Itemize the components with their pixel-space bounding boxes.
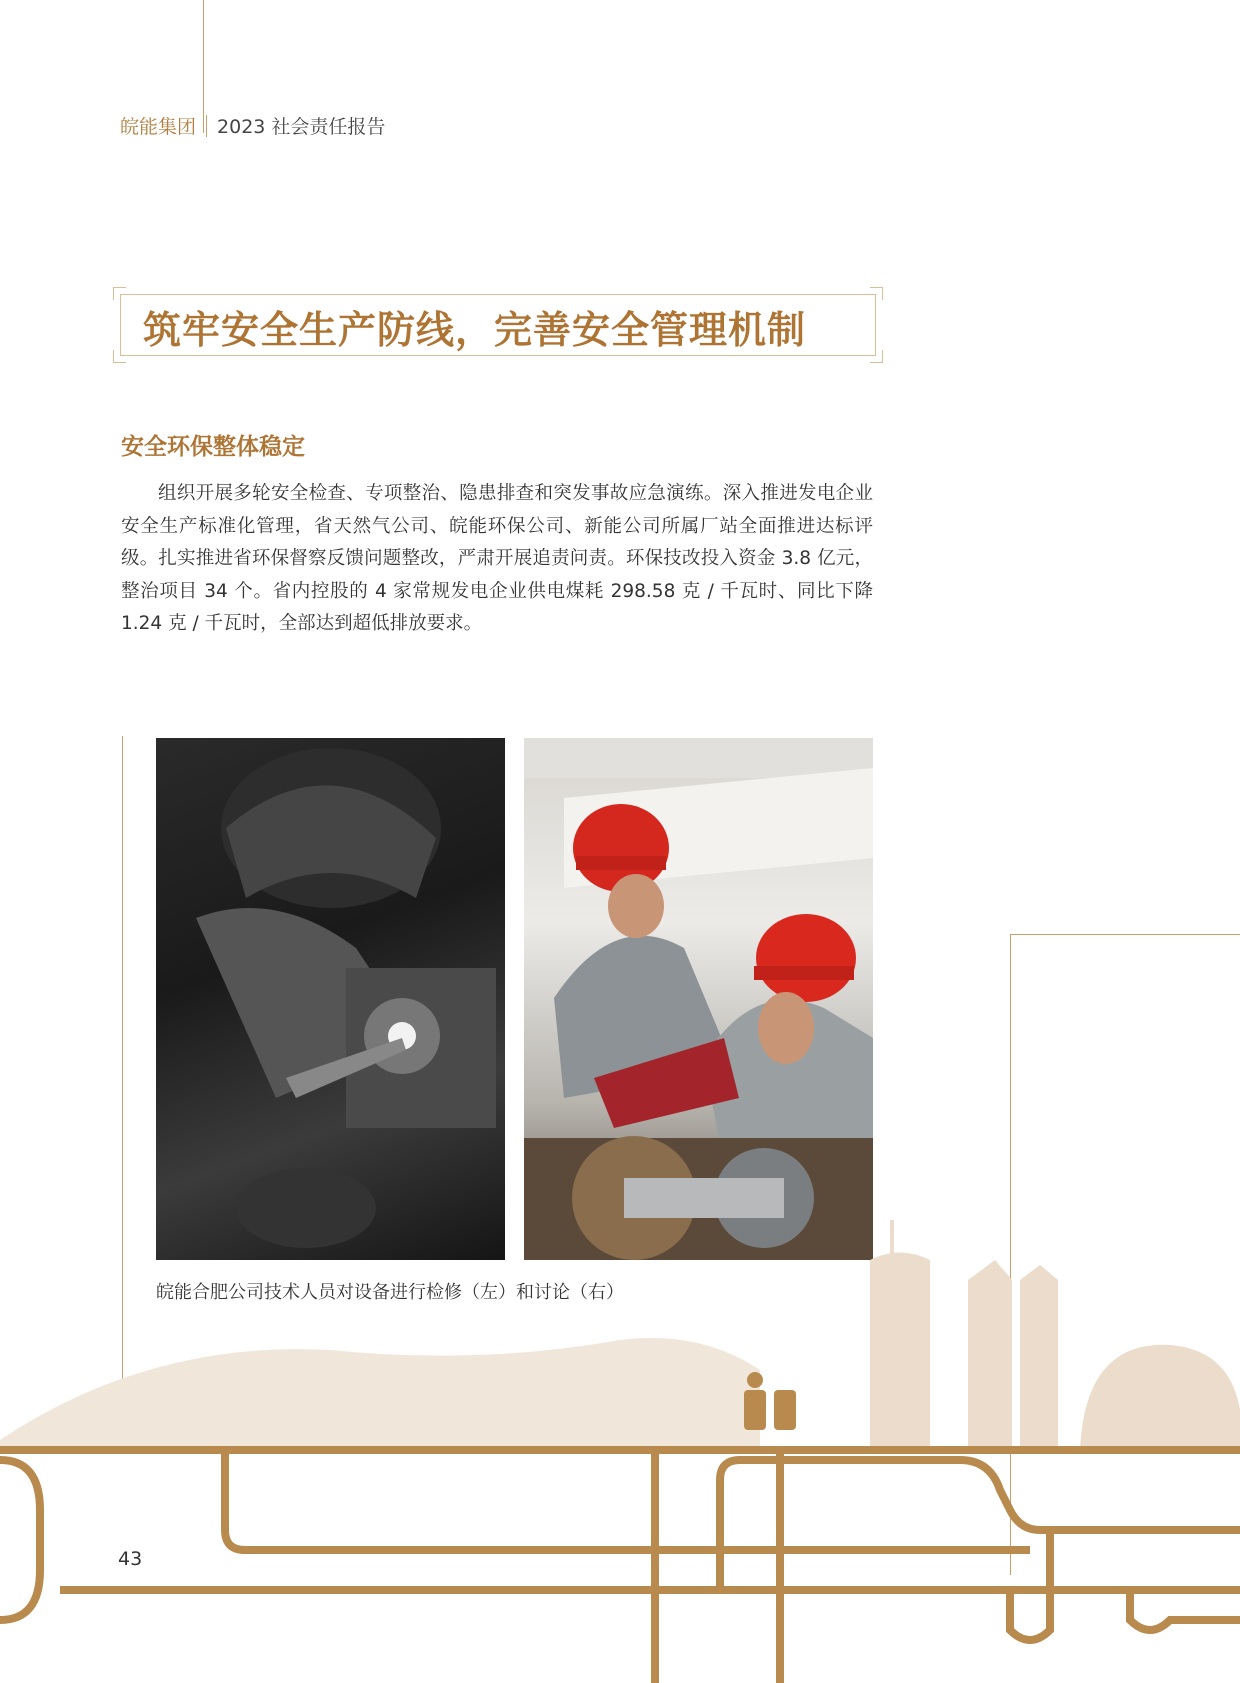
body-paragraph: 组织开展多轮安全检查、专项整治、隐患排查和突发事故应急演练。深入推进发电企业安全生产标准化管理，省天然气公司、皖能环保公司、新能公司所属厂站全面推进达标评级。扎实推进省环保督察反馈问题整改，严肃开展追责问责。环保技改投入资金 3.8 亿元，整治项目 34 个。省内控股的 4 家常规发电企业供电煤耗 298.58 克 / 千瓦时、同比下降 1.24 克 / 千瓦时，全部达到超低排放要求。 bbox=[121, 483, 873, 634]
pipeline-skyline-illustration bbox=[0, 1150, 1240, 1683]
page-number: 43 bbox=[118, 1548, 143, 1570]
section-title-box bbox=[120, 294, 876, 356]
brand-name: 皖能集团 bbox=[120, 116, 197, 138]
photo-caption: 皖能合肥公司技术人员对设备进行检修（左）和讨论（右） bbox=[156, 1282, 624, 1303]
subsection-title: 安全环保整体稳定 bbox=[121, 434, 305, 460]
header-separator bbox=[206, 115, 207, 137]
page-header bbox=[120, 112, 385, 139]
report-title: 2023 社会责任报告 bbox=[217, 116, 386, 138]
section-title: 筑牢安全生产防线，完善安全管理机制 bbox=[143, 308, 807, 352]
